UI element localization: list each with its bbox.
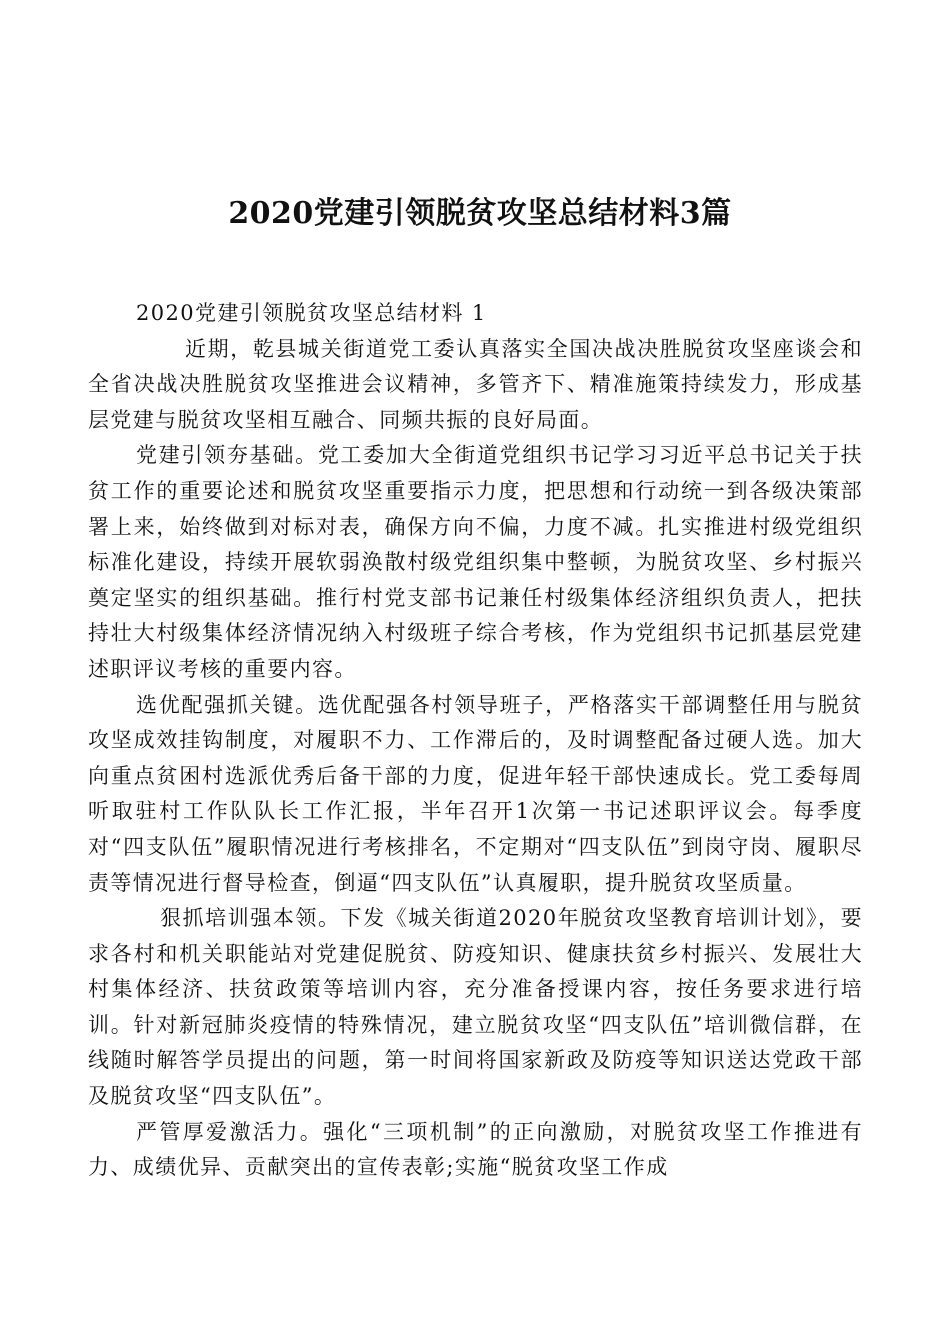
paragraph-intro: 近期，乾县城关街道党工委认真落实全国决战决胜脱贫攻坚座谈会和全省决战决胜脱贫攻坚推进会议精神，多管齐下、精准施策持续发力，形成基层党建与脱贫攻坚相互融合、同频共振的良好局面。 [88,336,863,432]
document-body [88,296,863,1186]
paragraph-training: 狠抓培训强本领。下发《城关街道2020年脱贫攻坚教育培训计划》，要求各村和机关职能站对党建促脱贫、防疫知识、健康扶贫乡村振兴、发展壮大村集体经济、扶贫政策等培训内容，充分准备授课内容，按任务要求进行培训。针对新冠肺炎疫情的特殊情况，建立脱贫攻坚“四支队伍”培训微信群，在线随时解答学员提出的问题，第一时间将国家新政及防疫等知识送达党政干部及脱贫攻坚“四支队伍”。 [88,906,863,1109]
paragraph-party-building: 党建引领夯基础。党工委加大全街道党组织书记学习习近平总书记关于扶贫工作的重要论述和脱贫攻坚重要指示力度，把思想和行动统一到各级决策部署上来，始终做到对标对表，确保方向不偏，力度不减。扎实推进村级党组织标准化建设，持续开展软弱涣散村级党组织集中整顿，为脱贫攻坚、乡村振兴奠定坚实的组织基础。推行村党支部书记兼任村级集体经济组织负责人，把扶持壮大村级集体经济情况纳入村级班子综合考核，作为党组织书记抓基层党建述职评议考核的重要内容。 [88,443,863,681]
section-heading: 2020党建引领脱贫攻坚总结材料 1 [136,301,487,325]
document-title: 2020党建引领脱贫攻坚总结材料3篇 [228,196,732,232]
paragraph-select-cadres: 选优配强抓关键。选优配强各村领导班子，严格落实干部调整任用与脱贫攻坚成效挂钩制度，对履职不力、工作滞后的，及时调整配备过硬人选。加大向重点贫困村选派优秀后备干部的力度，促进年轻干部快速成长。党工委每周听取驻村工作队队长工作汇报，半年召开1次第一书记述职评议会。每季度对“四支队伍”履职情况进行考核排名，不定期对“四支队伍”到岗守岗、履职尽责等情况进行督导检查，倒逼“四支队伍”认真履职，提升脱贫攻坚质量。 [88,692,863,895]
paragraph-incentive: 严管厚爱激活力。强化“三项机制”的正向激励，对脱贫攻坚工作推进有力、成绩优异、贡献突出的宣传表彰;实施“脱贫攻坚工作成 [88,1119,863,1180]
